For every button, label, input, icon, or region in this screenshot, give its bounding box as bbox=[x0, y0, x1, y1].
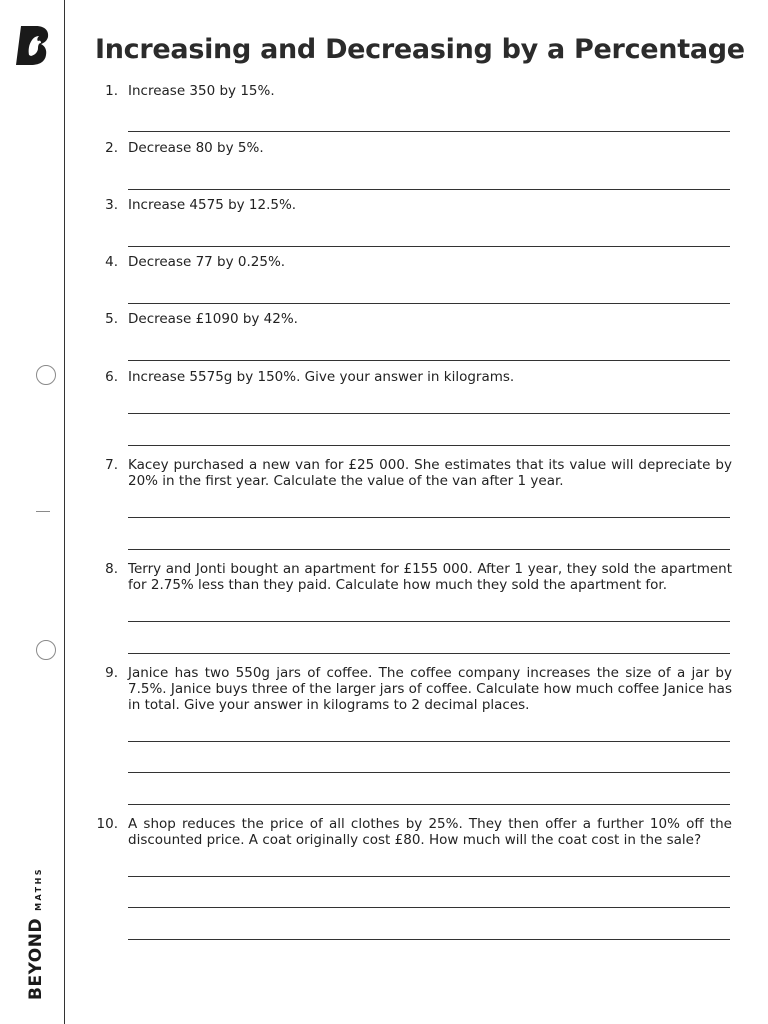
question-number: 7. bbox=[105, 457, 118, 473]
brand-tagline: MATHS bbox=[34, 866, 43, 911]
brand-name: BEYOND bbox=[26, 917, 46, 1000]
answer-line[interactable] bbox=[128, 360, 730, 361]
question-number: 6. bbox=[105, 369, 118, 385]
question-4 bbox=[92, 254, 732, 270]
answer-line[interactable] bbox=[128, 804, 730, 805]
question-text: Decrease £1090 by 42%. bbox=[128, 311, 298, 327]
question-number: 10. bbox=[96, 816, 118, 832]
question-text: Janice has two 550g jars of coffee. The coffee company increases the size of a jar by 7.5%. Janice buys three of the larger jars of coffee. Calculate how much coffee Janice has in total. Give your answer in kilograms to 2 decimal places. bbox=[128, 665, 732, 713]
question-text: Kacey purchased a new van for £25 000. She estimates that its value will depreciate by 20% in the first year. Calculate the value of the van after 1 year. bbox=[128, 457, 732, 489]
brand-wordmark bbox=[26, 867, 46, 1000]
fold-mark bbox=[36, 511, 50, 512]
answer-line[interactable] bbox=[128, 653, 730, 654]
margin-rule bbox=[64, 0, 65, 1024]
question-text: A shop reduces the price of all clothes by 25%. They then offer a further 10% off the discounted price. A coat originally cost £80. How much will the coat cost in the sale? bbox=[128, 816, 732, 848]
question-text: Decrease 77 by 0.25%. bbox=[128, 254, 286, 270]
question-number: 8. bbox=[105, 561, 118, 577]
answer-line[interactable] bbox=[128, 549, 730, 550]
question-text: Increase 4575 by 12.5%. bbox=[128, 197, 297, 213]
binder-hole-top bbox=[36, 365, 56, 385]
answer-line[interactable] bbox=[128, 621, 730, 622]
beyond-maths-logo-icon bbox=[14, 24, 52, 66]
answer-line[interactable] bbox=[128, 189, 730, 190]
answer-line[interactable] bbox=[128, 772, 730, 773]
question-number: 3. bbox=[105, 197, 118, 213]
question-number: 4. bbox=[105, 254, 118, 270]
question-3 bbox=[92, 197, 732, 213]
binder-hole-bottom bbox=[36, 640, 56, 660]
question-number: 2. bbox=[105, 140, 118, 156]
question-9 bbox=[92, 665, 732, 713]
answer-line[interactable] bbox=[128, 907, 730, 908]
answer-line[interactable] bbox=[128, 131, 730, 132]
answer-line[interactable] bbox=[128, 445, 730, 446]
question-text: Increase 350 by 15%. bbox=[128, 83, 275, 99]
question-number: 1. bbox=[105, 83, 118, 99]
question-2 bbox=[92, 140, 732, 156]
answer-line[interactable] bbox=[128, 303, 730, 304]
question-number: 5. bbox=[105, 311, 118, 327]
question-text: Decrease 80 by 5%. bbox=[128, 140, 264, 156]
question-6 bbox=[92, 369, 732, 385]
answer-line[interactable] bbox=[128, 876, 730, 877]
question-5 bbox=[92, 311, 732, 327]
answer-line[interactable] bbox=[128, 939, 730, 940]
question-8 bbox=[92, 561, 732, 593]
answer-line[interactable] bbox=[128, 517, 730, 518]
question-number: 9. bbox=[105, 665, 118, 681]
question-text: Terry and Jonti bought an apartment for £155 000. After 1 year, they sold the apartment for 2.75% less than they paid. Calculate how much they sold the apartment for. bbox=[128, 561, 732, 593]
question-7 bbox=[92, 457, 732, 489]
question-1 bbox=[92, 83, 732, 99]
page-title: Increasing and Decreasing by a Percentage bbox=[95, 34, 745, 65]
question-10 bbox=[92, 816, 732, 848]
answer-line[interactable] bbox=[128, 741, 730, 742]
answer-line[interactable] bbox=[128, 413, 730, 414]
question-text: Increase 5575g by 150%. Give your answer in kilograms. bbox=[128, 369, 515, 385]
answer-line[interactable] bbox=[128, 246, 730, 247]
